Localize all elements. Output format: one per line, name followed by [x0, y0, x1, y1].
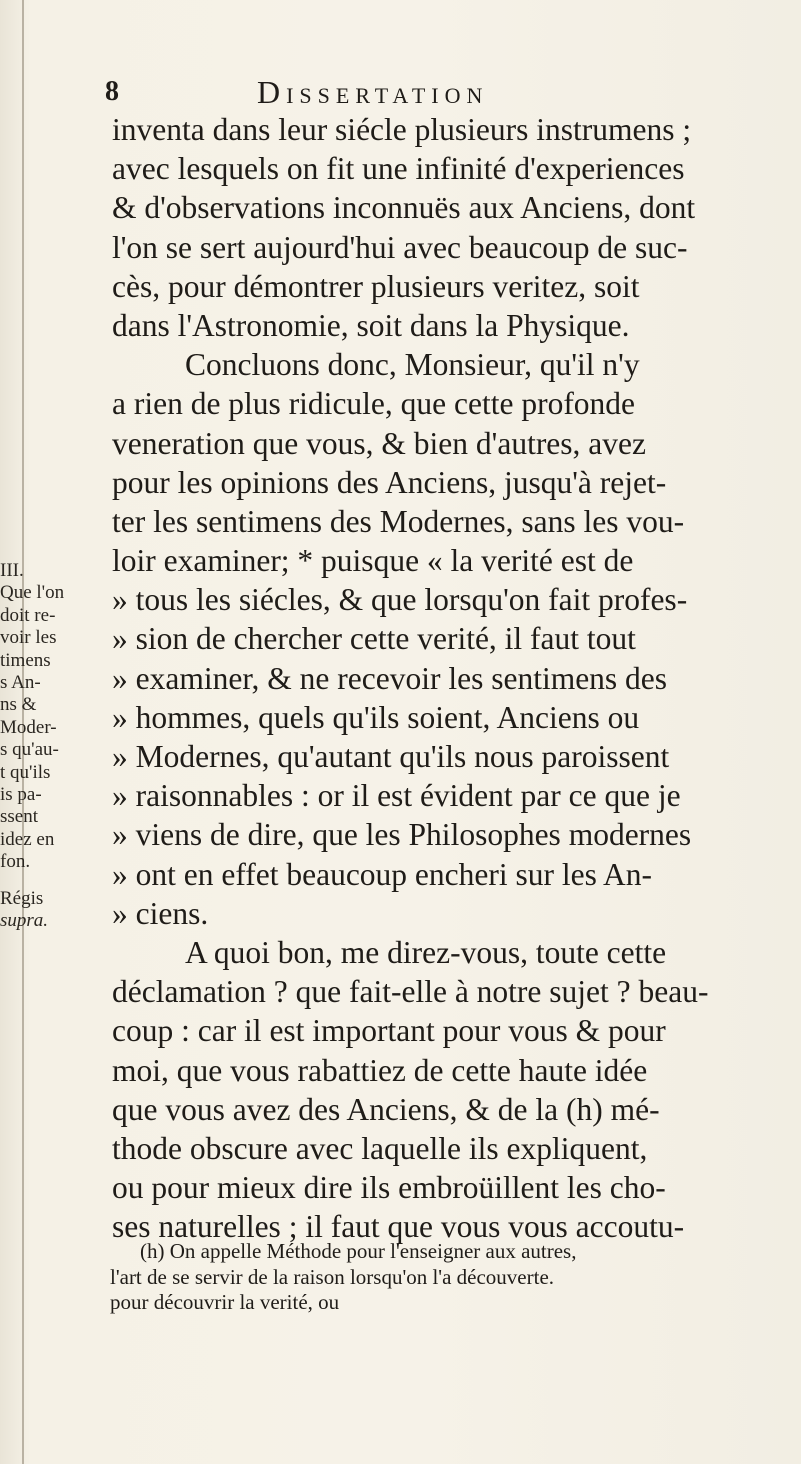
running-head — [105, 76, 785, 112]
text-line: cès, pour démontrer plusieurs veritez, soit — [112, 268, 640, 304]
margin-note-line: Que l'on — [0, 582, 65, 604]
text-line: que vous avez des Anciens, & de la (h) mé- — [112, 1091, 660, 1127]
text-line: Concluons donc, Monsieur, qu'il n'y — [185, 347, 640, 383]
margin-note-line: s An- — [0, 672, 41, 694]
margin-note-line: III. — [0, 560, 24, 581]
text-line: dans l'Astronomie, soit dans la Physique. — [112, 307, 630, 343]
quoted-line: » ont en effet beaucoup encheri sur les An- — [112, 856, 652, 892]
margin-note-line: idez en — [0, 828, 55, 850]
quoted-line: » sion de chercher cette verité, il faut tout — [112, 621, 636, 657]
quoted-line: » Modernes, qu'autant qu'ils nous paroissent — [112, 739, 670, 774]
quoted-line: » examiner, & ne recevoir les sentimens des — [112, 660, 668, 696]
text-line: ou pour mieux dire ils embroüillent les cho- — [112, 1170, 666, 1206]
quoted-line: » viens de dire, que les Philosophes modernes — [112, 817, 692, 853]
text-line: pour les opinions des Anciens, jusqu'à rejet- — [112, 464, 667, 500]
text-line: moi, que vous rabattiez de cette haute idée — [112, 1052, 648, 1088]
body-text — [112, 110, 797, 1246]
margin-notes — [0, 560, 72, 933]
margin-note-line: is pa- — [0, 784, 42, 806]
footnotes — [110, 1239, 800, 1316]
footnote-line: pour découvrir la verité, ou — [110, 1290, 340, 1314]
page-number: 8 — [105, 76, 119, 107]
text-line: ter les sentimens des Modernes, sans les vou- — [112, 503, 685, 539]
margin-note-reference: Régis — [0, 887, 44, 909]
text-line: coup : car il est important pour vous & pour — [112, 1013, 666, 1049]
text-line: loir examiner; * puisque « la verité est de — [112, 543, 634, 579]
margin-note-line: ssent — [0, 806, 38, 828]
text-line: & d'observations inconnuës aux Anciens, dont — [112, 190, 696, 226]
text-line: inventa dans leur siécle plusieurs instrumens ; — [112, 112, 692, 147]
quoted-line: » tous les siécles, & que lorsqu'on fait profes- — [112, 582, 688, 618]
page-title: Dissertation — [257, 74, 489, 110]
margin-note-line: timens — [0, 649, 51, 671]
margin-note-line: Moder- — [0, 716, 57, 738]
text-line: A quoi bon, me direz-vous, toute cette — [185, 934, 667, 970]
quoted-line: » raisonnables : or il est évident par ce que je — [112, 778, 681, 814]
text-line: l'on se sert aujourd'hui avec beaucoup de suc- — [112, 229, 688, 265]
margin-note-line: ns & — [0, 694, 37, 716]
text-line: déclamation ? que fait-elle à notre sujet ? beau- — [112, 974, 709, 1010]
quoted-line: » ciens. — [112, 895, 209, 931]
footnote-line: (h) On appelle Méthode pour l'enseigner aux autres, — [140, 1239, 577, 1263]
margin-note-reference: supra. — [0, 910, 49, 932]
margin-note-line: t qu'ils — [0, 761, 51, 783]
margin-note-line: voir les — [0, 627, 57, 649]
footnote-line: l'art de se servir de la raison lorsqu'on l'a découverte. — [110, 1264, 555, 1289]
margin-note-line: s qu'au- — [0, 739, 59, 761]
text-line: avec lesquels on fit une infinité d'experiences — [112, 151, 685, 187]
text-line: thode obscure avec laquelle ils expliquent, — [112, 1130, 648, 1166]
margin-note-line: fon. — [0, 851, 31, 873]
text-line: ses naturelles ; il faut que vous vous accoutu- — [112, 1209, 685, 1245]
text-line: a rien de plus ridicule, que cette profonde — [112, 386, 636, 422]
margin-note-line: doit re- — [0, 604, 56, 626]
quoted-line: » hommes, quels qu'ils soient, Anciens ou — [112, 699, 640, 735]
text-line: veneration que vous, & bien d'autres, avez — [112, 425, 646, 461]
